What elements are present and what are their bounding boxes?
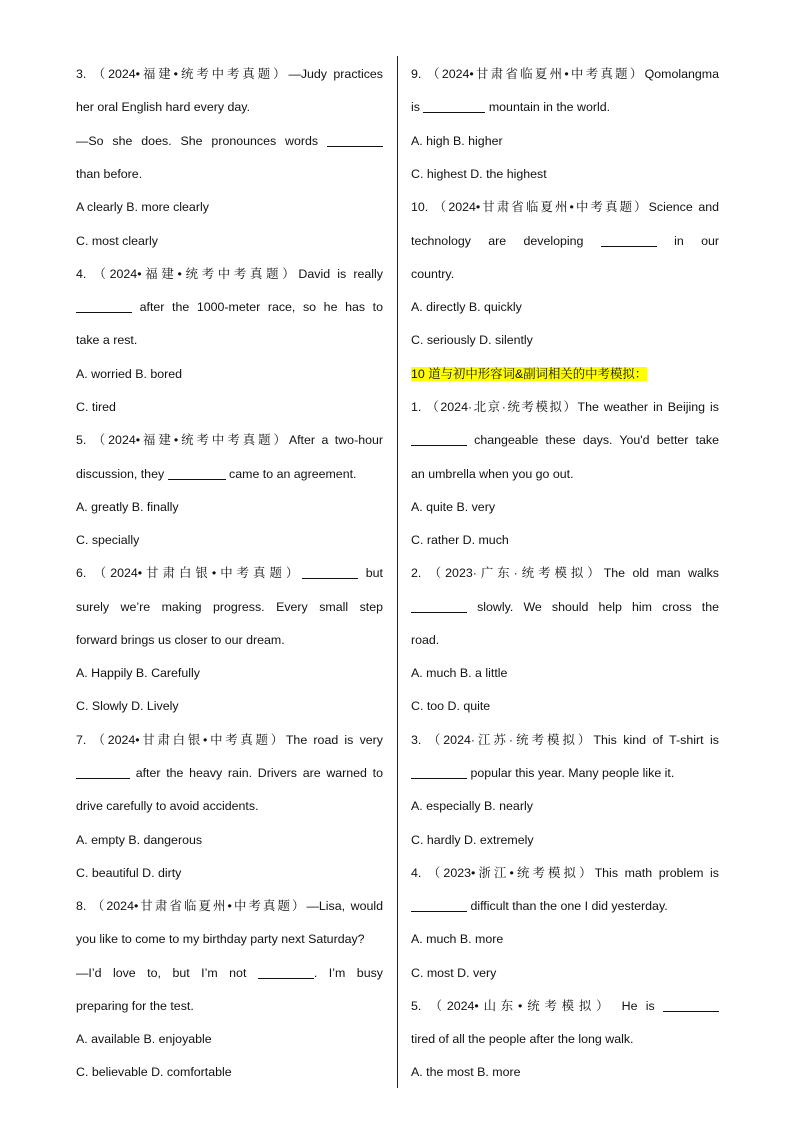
line-text: changeable these days. You'd better take [467, 433, 719, 447]
text-line [411, 530, 719, 550]
text-line [411, 297, 719, 317]
answer-blank [423, 98, 485, 113]
answer-blank [168, 465, 226, 480]
text-line [411, 1062, 719, 1082]
line-text-after-blank: but [358, 566, 383, 580]
text-line [76, 630, 383, 650]
line-text: is [411, 100, 424, 114]
text-line [76, 64, 383, 84]
line-text: —So she does. She pronounces words [76, 134, 327, 148]
text-line [411, 464, 719, 484]
answer-blank [302, 564, 358, 579]
text-line [411, 330, 719, 350]
answer-blank [411, 897, 467, 912]
line-text: A. worried B. bored [76, 367, 183, 381]
text-line [76, 896, 383, 916]
text-line [411, 497, 719, 517]
text-line [76, 430, 383, 450]
text-line [411, 963, 719, 983]
section-heading: 10 道与初中形容词&副词相关的中考模拟： [411, 367, 648, 381]
line-text: C. beautiful D. dirty [76, 866, 182, 880]
line-text: A clearly B. more clearly [76, 200, 209, 214]
text-line [76, 796, 383, 816]
text-line [411, 563, 719, 583]
line-text: tired of all the people after the long walk. [411, 1032, 634, 1046]
line-text: A. much B. a little [411, 666, 508, 680]
line-text: road. [411, 633, 440, 647]
text-line [411, 231, 719, 251]
line-text: 6. （2024•甘肃白银•中考真题） [76, 566, 303, 580]
text-line [411, 996, 719, 1016]
line-text: —I’d love to, but I’m not [76, 966, 258, 980]
text-line [76, 197, 383, 217]
line-text: discussion, they [76, 467, 168, 481]
line-text: after the heavy rain. Drivers are warned to [130, 766, 383, 780]
line-text: difficult than the one I did yesterday. [467, 899, 668, 913]
column-divider [397, 56, 398, 1088]
text-line [76, 830, 383, 850]
text-line [76, 330, 383, 350]
text-line [76, 996, 383, 1016]
text-line [411, 64, 719, 84]
line-text: 9. （2024•甘肃省临夏州•中考真题）Qomolangma [411, 67, 719, 81]
line-text: C. too D. quite [411, 699, 491, 713]
text-line [411, 430, 719, 450]
line-text: A. directly B. quickly [411, 300, 522, 314]
answer-blank [327, 132, 383, 147]
text-line [76, 863, 383, 883]
line-text: 10. （2024•甘肃省临夏州•中考真题）Science and [411, 200, 719, 214]
line-text: 8. （2024•甘肃省临夏州•中考真题）—Lisa, would [76, 899, 383, 913]
line-text: A. greatly B. finally [76, 500, 179, 514]
text-line [76, 297, 383, 317]
line-text-after-blank: in our [656, 234, 719, 248]
text-line [411, 730, 719, 750]
text-line [76, 264, 383, 284]
line-text: popular this year. Many people like it. [467, 766, 675, 780]
line-text-after-blank: . I’m busy [313, 966, 383, 980]
line-text: 7. （2024•甘肃白银•中考真题）The road is very [76, 733, 383, 747]
line-text: C. believable D. comfortable [76, 1065, 232, 1079]
line-text: A. high B. higher [411, 134, 503, 148]
answer-blank [258, 964, 314, 979]
line-text: C. rather D. much [411, 533, 509, 547]
text-line [411, 663, 719, 683]
text-line [411, 1029, 719, 1049]
text-line [411, 630, 719, 650]
line-text: country. [411, 267, 455, 281]
text-line [76, 231, 383, 251]
answer-blank [76, 298, 132, 313]
text-line [76, 131, 383, 151]
line-text: 3. （2024·江苏·统考模拟）This kind of T-shirt is [411, 733, 719, 747]
answer-blank [411, 431, 467, 446]
text-line [76, 97, 383, 117]
line-text: technology are developing [411, 234, 601, 248]
line-text: 5. （2024•山东•统考模拟） He is [411, 999, 663, 1013]
line-text: after the 1000-meter race, so he has to [132, 300, 383, 314]
text-line [411, 830, 719, 850]
line-text: take a rest. [76, 333, 138, 347]
line-text: A. the most B. more [411, 1065, 521, 1079]
answer-blank [411, 764, 467, 779]
line-text: A. Happily B. Carefully [76, 666, 200, 680]
line-text: than before. [76, 167, 143, 181]
text-line [76, 397, 383, 417]
line-text: you like to come to my birthday party next Saturday? [76, 932, 365, 946]
answer-blank [76, 764, 130, 779]
line-text: A. especially B. nearly [411, 799, 533, 813]
answer-blank [601, 232, 657, 247]
text-line [76, 530, 383, 550]
text-line [76, 929, 383, 949]
text-line [76, 164, 383, 184]
line-text: A. available B. enjoyable [76, 1032, 212, 1046]
line-text-after-blank: mountain in the world. [485, 100, 611, 114]
text-line [76, 1062, 383, 1082]
line-text: A. quite B. very [411, 500, 496, 514]
text-line [76, 663, 383, 683]
text-line [411, 863, 719, 883]
text-line [411, 197, 719, 217]
text-line [76, 563, 383, 583]
line-text: C. specially [76, 533, 140, 547]
text-line [76, 730, 383, 750]
line-text: 1. （2024·北京·统考模拟）The weather in Beijing is [411, 400, 719, 414]
line-text: 2. （2023·广东·统考模拟）The old man walks [411, 566, 719, 580]
text-line [411, 97, 719, 117]
line-text: 4. （2023•浙江•统考模拟）This math problem is [411, 866, 719, 880]
text-line [76, 763, 383, 783]
text-line [411, 131, 719, 151]
line-text: 5. （2024•福建•统考中考真题）After a two-hour [76, 433, 383, 447]
line-text: C. highest D. the highest [411, 167, 547, 181]
text-line [76, 597, 383, 617]
line-text: A. empty B. dangerous [76, 833, 203, 847]
line-text: C. most D. very [411, 966, 497, 980]
line-text: 3. （2024•福建•统考中考真题）—Judy practices [76, 67, 383, 81]
line-text: C. most clearly [76, 234, 158, 248]
line-text: 4. （2024•福建•统考中考真题）David is really [76, 267, 383, 281]
line-text: C. hardly D. extremely [411, 833, 534, 847]
line-text: slowly. We should help him cross the [467, 600, 719, 614]
line-text: an umbrella when you go out. [411, 467, 574, 481]
text-line [76, 364, 383, 384]
line-text: A. much B. more [411, 932, 504, 946]
line-text: C. tired [76, 400, 116, 414]
text-line [411, 696, 719, 716]
line-text: preparing for the test. [76, 999, 194, 1013]
line-text: C. Slowly D. Lively [76, 699, 179, 713]
text-line [411, 796, 719, 816]
text-line [76, 464, 383, 484]
text-line [411, 164, 719, 184]
text-line [411, 929, 719, 949]
text-line [411, 364, 719, 384]
text-line [76, 1029, 383, 1049]
text-line [76, 497, 383, 517]
text-line [76, 963, 383, 983]
line-text-after-blank: came to an agreement. [225, 467, 357, 481]
line-text: surely we’re making progress. Every small step [76, 600, 383, 614]
line-text: C. seriously D. silently [411, 333, 533, 347]
text-line [411, 763, 719, 783]
text-line [411, 597, 719, 617]
line-text: forward brings us closer to our dream. [76, 633, 285, 647]
line-text: her oral English hard every day. [76, 100, 251, 114]
answer-blank [663, 997, 719, 1012]
text-line [411, 896, 719, 916]
text-line [411, 264, 719, 284]
text-line [76, 696, 383, 716]
text-line [411, 397, 719, 417]
line-text: drive carefully to avoid accidents. [76, 799, 259, 813]
answer-blank [411, 598, 467, 613]
